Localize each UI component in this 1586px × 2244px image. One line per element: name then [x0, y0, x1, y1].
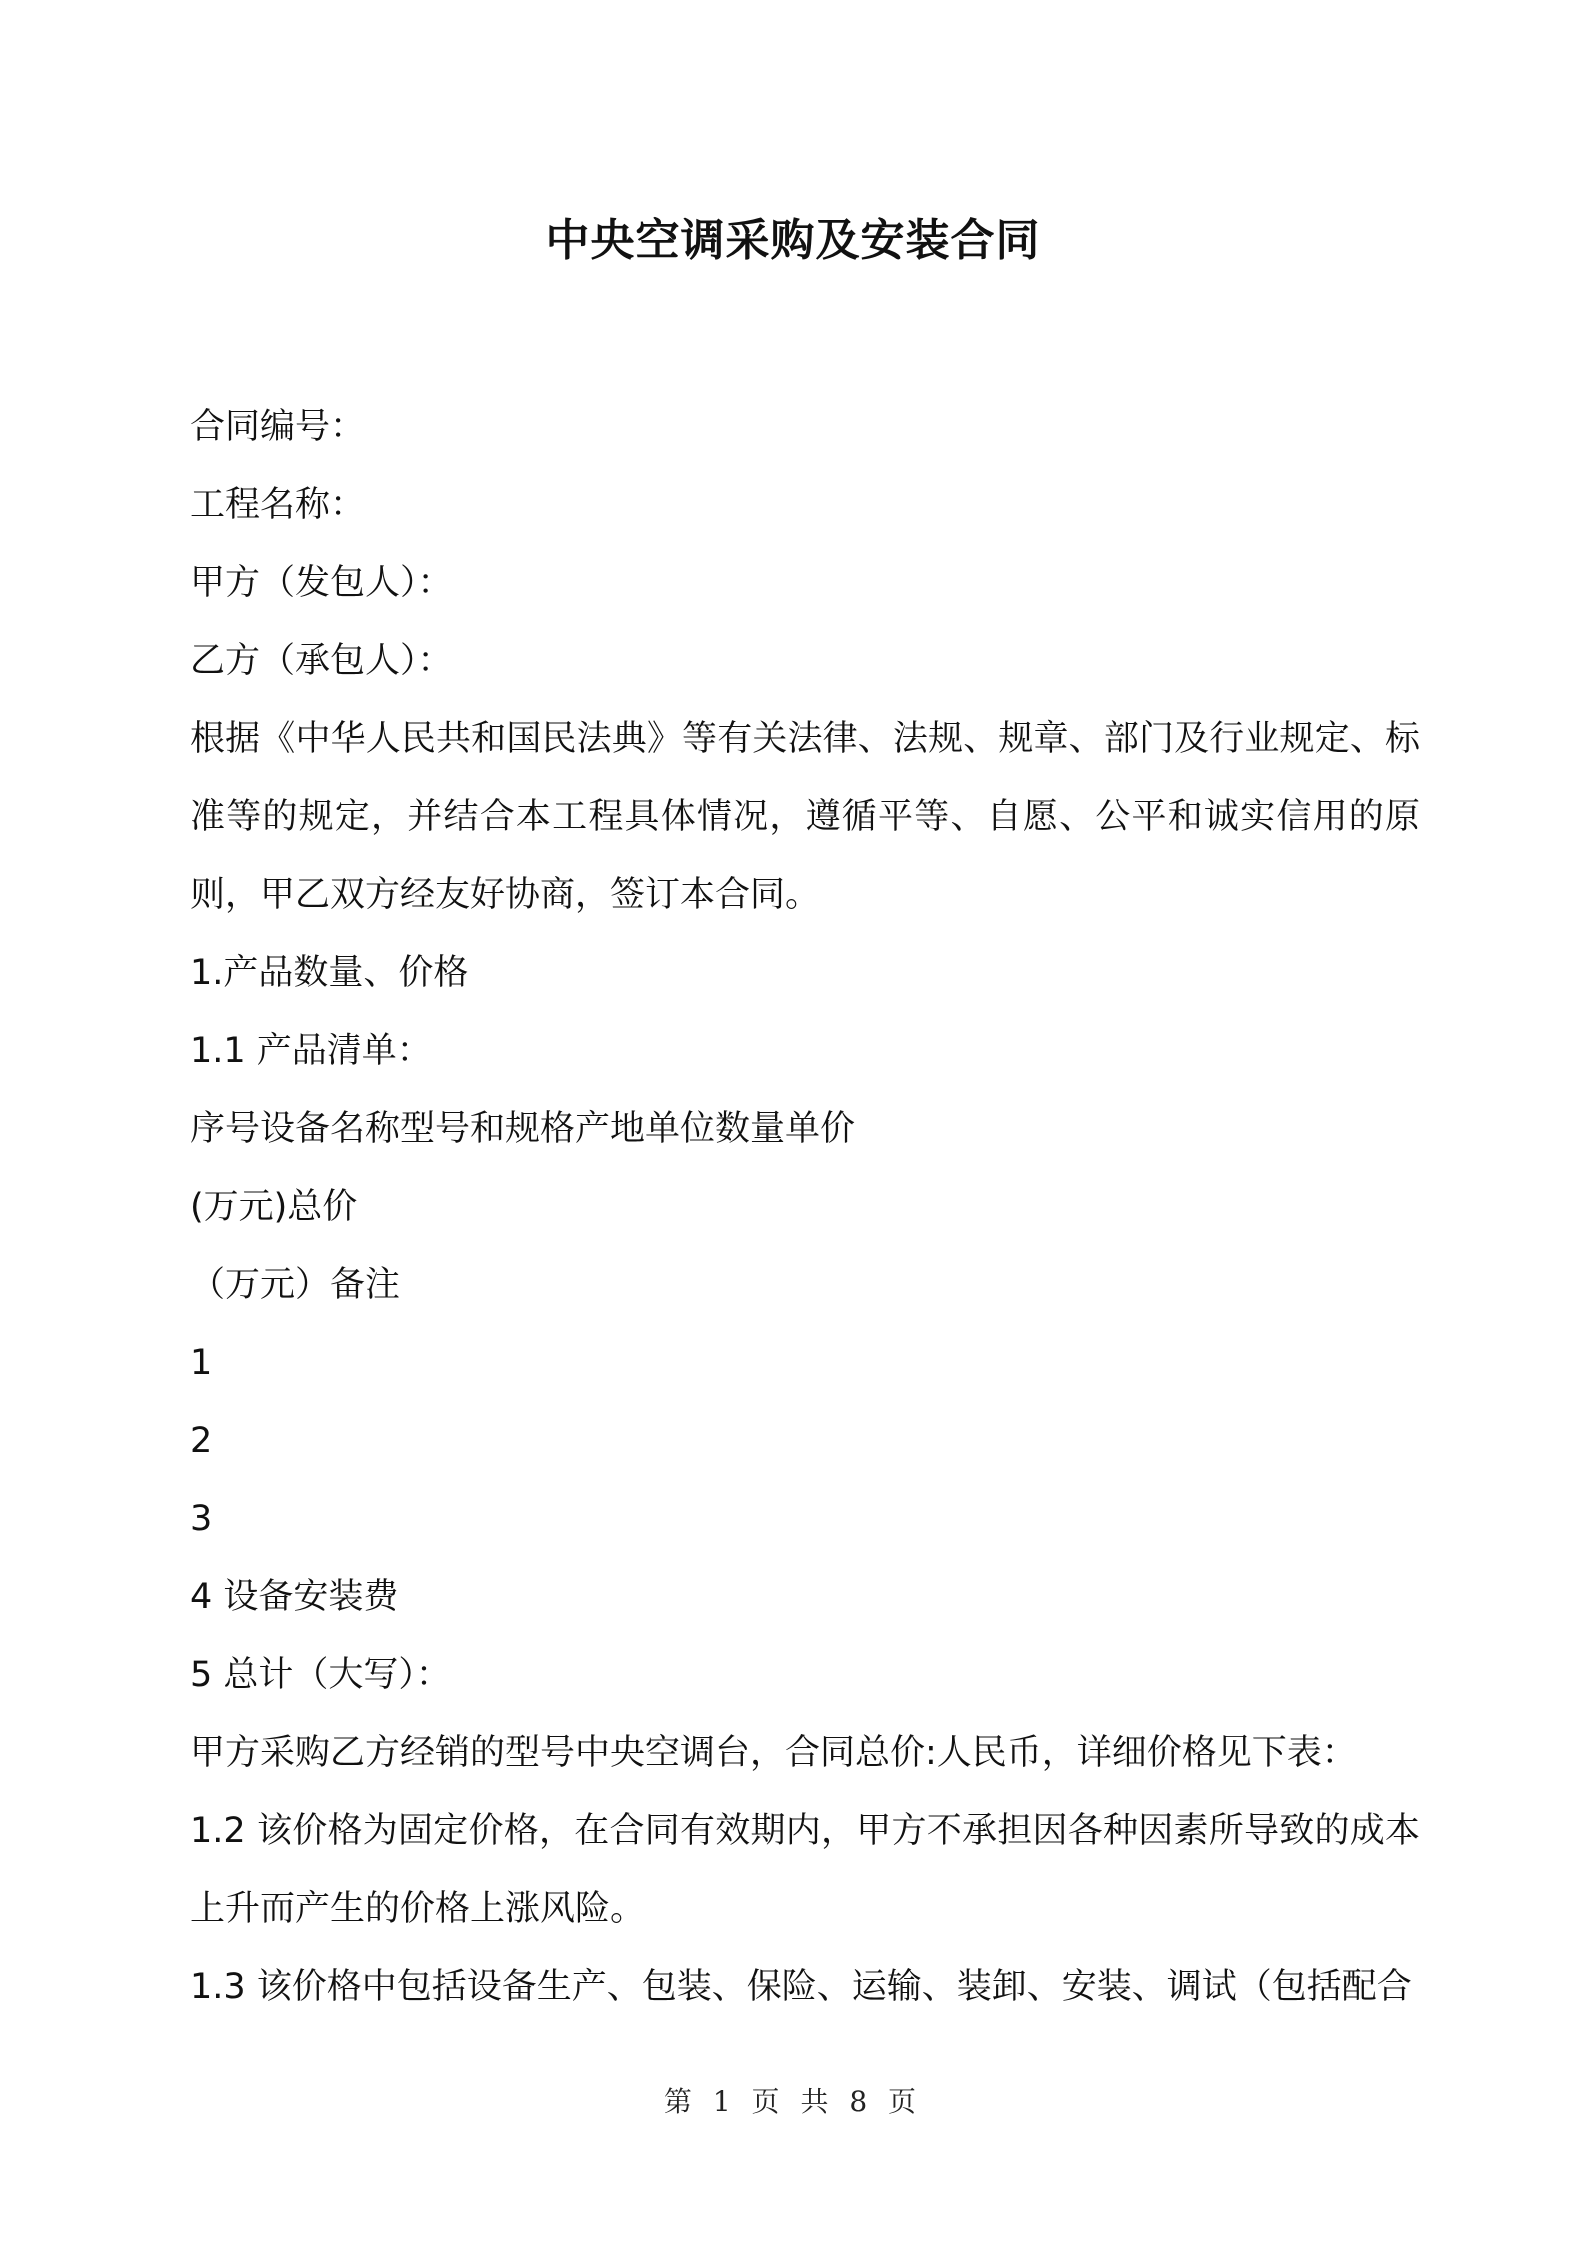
section-heading-1: 1.产品数量、价格 — [190, 953, 469, 993]
product-row-3: 3 — [190, 1499, 213, 1539]
preamble-paragraph: 根据《中华人民共和国民法典》等有关法律、法规、规章、部门及行业规定、标准等的规定，并结合本工程具体情况，遵循平等、自愿、公平和诚实信用的原则，甲乙双方经友好协商，签订本合同。 — [190, 719, 1420, 915]
party-a-field: 甲方（发包人）： — [190, 563, 453, 603]
document-body — [190, 388, 1420, 2026]
page-number: 第 1 页 共 8 页 — [663, 2085, 923, 2118]
product-row-2: 2 — [190, 1421, 213, 1461]
purchase-statement: 甲方采购乙方经销的型号中央空调台，合同总价:人民币，详细价格见下表： — [190, 1733, 1357, 1773]
contract-number-field: 合同编号： — [190, 407, 366, 447]
clause-1-2: 1.2 该价格为固定价格，在合同有效期内，甲方不承担因各种因素所导致的成本上升而产生的价格上涨风险。 — [190, 1811, 1420, 1929]
product-list-header-cont: (万元)总价 — [190, 1187, 358, 1227]
product-row-4: 4 设备安装费 — [190, 1577, 399, 1617]
product-row-5: 5 总计（大写）： — [190, 1655, 451, 1695]
product-row-1: 1 — [190, 1343, 213, 1383]
project-name-field: 工程名称： — [190, 485, 366, 525]
product-list-header: 序号设备名称型号和规格产地单位数量单价 — [190, 1109, 856, 1149]
document-title: 中央空调采购及安装合同 — [545, 215, 1041, 266]
product-list-header-cont-2: （万元）备注 — [190, 1265, 401, 1305]
clause-1-3: 1.3 该价格中包括设备生产、包装、保险、运输、装卸、安装、调试（包括配合 — [190, 1967, 1412, 2007]
party-b-field: 乙方（承包人）： — [190, 641, 453, 681]
subsection-heading-1-1: 1.1 产品清单： — [190, 1031, 432, 1071]
